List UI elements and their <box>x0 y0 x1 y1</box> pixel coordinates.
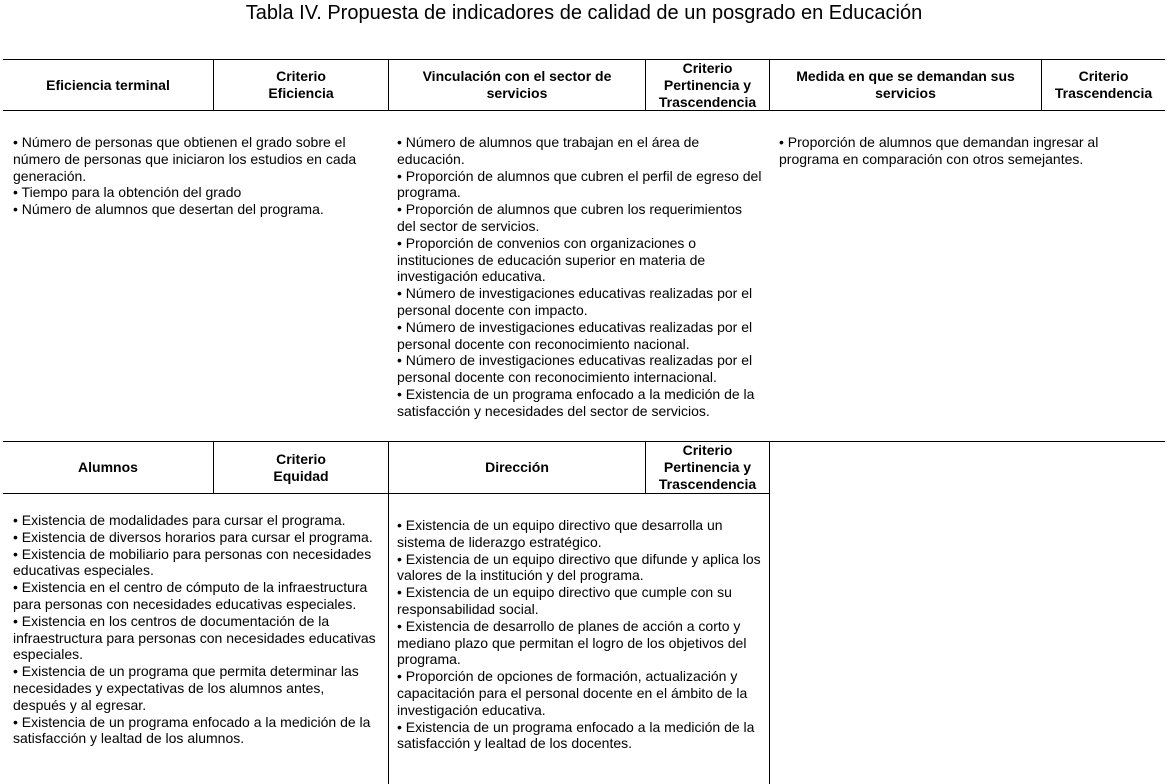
s1-header-bottom-rule <box>3 110 1165 111</box>
header-criterio-eficiencia: Criterio Eficiencia <box>268 68 334 101</box>
list-item: • Existencia en el centro de cómputo de la infraestructura para personas con necesidades educativas especiales. <box>13 579 368 612</box>
list-item: • Proporción de alumnos que cubren los requerimientos del sector de servicios. <box>397 201 742 234</box>
s2-alumnos-indicators <box>13 512 379 747</box>
header-medida-demanda: Medida en que se demandan sus servicios <box>796 68 1015 101</box>
list-item: • Proporción de opciones de formación, actualización y capacitación para el personal docente en el ámbito de la investigación educativa. <box>397 668 748 718</box>
list-item: • Número de investigaciones educativas realizadas por el personal docente con impacto. <box>397 285 753 318</box>
s1-medida-indicators <box>779 134 1149 168</box>
list-item: • Número de alumnos que desertan del programa. <box>13 201 324 218</box>
header-direccion: Dirección <box>485 459 549 475</box>
header-vinculacion: Vinculación con el sector de servicios <box>422 68 612 101</box>
header-criterio-pertinencia: Criterio Pertinencia y Trascendencia <box>658 59 757 110</box>
s1-vinculacion-indicators <box>397 134 763 420</box>
list-item: • Existencia de mobiliario para personas con necesidades educativas especiales. <box>13 545 372 579</box>
list-item: • Proporción de alumnos que demandan ingresar al programa en comparación con otros semejantes. <box>779 134 1099 167</box>
s2-direccion-indicators <box>397 517 763 752</box>
list-item: • Existencia de un programa enfocado a la medición de la satisfacción y lealtad de los alumnos. <box>13 713 371 747</box>
table-title: Tabla IV. Propuesta de indicadores de calidad de un posgrado en Educación <box>245 2 923 24</box>
list-item: • Existencia de un programa que permita determinar las necesidades y expectativas de los alumnos antes, después y al egresar. <box>13 663 359 713</box>
list-item: • Existencia de desarrollo de planes de acción a corto y mediano plazo que permitan el logro de los objetivos del programa. <box>397 617 747 668</box>
list-item: • Existencia de un equipo directivo que cumple con su responsabilidad social. <box>397 584 732 617</box>
header-criterio-equidad: Criterio Equidad <box>273 450 329 484</box>
list-item: • Existencia de un equipo directivo que desarrolla un sistema de liderazgo estratégico. <box>397 517 723 550</box>
header-alumnos: Alumnos <box>78 459 138 475</box>
list-item: • Tiempo para la obtención del grado <box>13 184 242 201</box>
s1-eficiencia-indicators <box>13 134 375 218</box>
header-criterio-pertinencia-2: Criterio Pertinencia y Trascendencia <box>658 442 757 492</box>
s2-divider <box>769 441 770 784</box>
s2-header-bottom-rule <box>3 493 770 494</box>
list-item: • Existencia de un equipo directivo que difunde y aplica los valores de la institución y del programa. <box>397 550 761 584</box>
list-item: • Existencia de diversos horarios para cursar el programa. <box>13 528 373 545</box>
list-item: • Número de investigaciones educativas realizadas por el personal docente con reconocimiento nacional. <box>397 318 753 352</box>
list-item: • Número de personas que obtienen el grado sobre el número de personas que iniciaron los estudios en cada generación. <box>13 134 357 184</box>
header-eficiencia-terminal: Eficiencia terminal <box>46 76 170 93</box>
list-item: • Existencia en los centros de documentación de la infraestructura para personas con necesidades educativas especiales. <box>13 612 376 663</box>
list-item: • Número de investigaciones educativas realizadas por el personal docente con reconocimiento internacional. <box>397 352 753 386</box>
list-item: • Proporción de convenios con organizaciones o instituciones de educación superior en materia de investigación educativa. <box>397 234 706 285</box>
list-item: • Existencia de un programa enfocado a la medición de la satisfacción y necesidades del sector de servicios. <box>397 385 755 419</box>
list-item: • Proporción de alumnos que cubren el perfil de egreso del programa. <box>397 167 762 201</box>
header-criterio-trascendencia: Criterio Trascendencia <box>1054 68 1153 101</box>
list-item: • Existencia de un programa enfocado a la medición de la satisfacción y lealtad de los docentes. <box>397 718 755 752</box>
list-item: • Existencia de modalidades para cursar el programa. <box>13 512 346 528</box>
list-item: • Número de alumnos que trabajan en el área de educación. <box>397 134 700 167</box>
